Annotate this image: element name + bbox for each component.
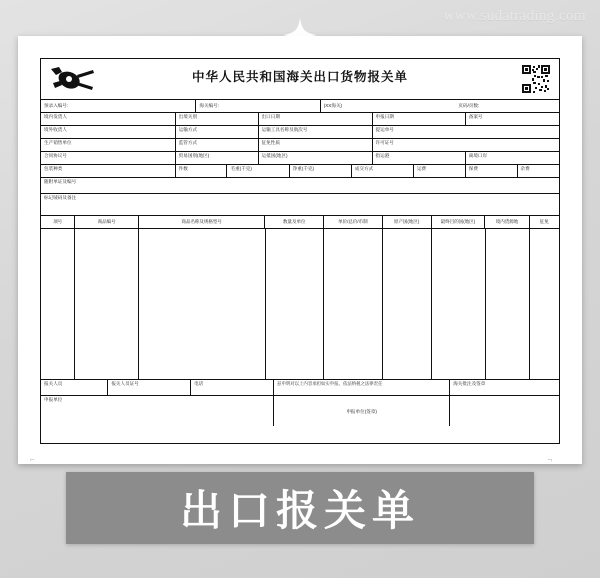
field-exemption-nature[interactable]: 征免性质 (259, 139, 373, 151)
field-contract-no[interactable]: 合同协议号 (41, 152, 176, 164)
col-final-destination: 最终目的国(地区) (432, 216, 486, 228)
col-item-no: 项号 (41, 216, 75, 228)
field-net-weight[interactable]: 净重(千克) (290, 165, 352, 177)
col-quantity-unit: 数量及单位 (265, 216, 324, 228)
field-package-type[interactable]: 包装种类 (41, 165, 176, 177)
goods-col-price[interactable] (324, 229, 383, 379)
attached-docs-row (41, 178, 559, 194)
field-vessel-voyage[interactable]: 运输工具名称及航次号 (259, 126, 373, 138)
marks-remarks-row (41, 194, 559, 216)
field-producer-seller[interactable]: 生产销售单位 (41, 139, 176, 151)
col-origin-country: 原产国(地区) (383, 216, 432, 228)
goods-table-header (41, 216, 559, 229)
goods-col-item-no[interactable] (41, 229, 75, 379)
customs-no-field[interactable]: 海关编号: (196, 100, 320, 112)
qr-code-icon (521, 64, 551, 94)
goods-col-quantity[interactable] (266, 229, 325, 379)
goods-col-name-spec[interactable] (139, 229, 266, 379)
entry-number-strip (41, 100, 559, 113)
field-record-no[interactable]: 备案号 (468, 114, 483, 119)
customs-declaration-form (40, 58, 560, 444)
goods-col-destination[interactable] (432, 229, 486, 379)
field-row-1 (41, 113, 559, 126)
field-gross-weight[interactable]: 毛重(千克) (227, 165, 289, 177)
field-license-no[interactable]: 许可证号 (375, 140, 394, 145)
field-terms-of-delivery[interactable]: 成交方式 (352, 165, 414, 177)
paper-sheet (18, 36, 582, 464)
product-banner (66, 472, 534, 544)
goods-col-exemption[interactable] (530, 229, 559, 379)
field-bill-of-lading-no[interactable]: 提运单号 (375, 127, 394, 132)
field-destination-country[interactable]: 运抵国(地区) (259, 152, 373, 164)
site-watermark: www.sudatrading.com (443, 8, 586, 24)
field-sundry-charges[interactable]: 杂费 (520, 166, 530, 171)
customs-endorsement-area: 海关批注及签章 (453, 381, 486, 386)
field-insurance[interactable]: 保费 (466, 165, 518, 177)
field-supervision-mode[interactable]: 监管方式 (176, 139, 259, 151)
field-declaring-unit[interactable]: 申报单位 (41, 396, 274, 426)
field-exit-customs[interactable]: 出境关别 (176, 113, 259, 125)
declaration-statement: 兹申明对以上内容承担如实申报、依法纳税之法律责任 (274, 380, 450, 395)
field-attached-documents[interactable]: 随附单证及编号 (44, 179, 77, 184)
footer-row-signature (41, 395, 559, 426)
field-trade-country[interactable]: 贸易国别(地区) (176, 152, 259, 164)
field-declarant-phone[interactable]: 电话 (191, 380, 274, 395)
fold-mark-right: ¬ (547, 455, 552, 464)
col-price-currency: 单价/总价/币制 (324, 216, 383, 228)
page-count-label: 页码/页数: (458, 103, 480, 109)
field-port-of-destination[interactable]: 指运港 (373, 152, 466, 164)
packing-row (41, 165, 559, 178)
field-declarant-id[interactable]: 报关人员证号 (108, 380, 191, 395)
goods-table-body[interactable] (41, 229, 559, 379)
form-title: 中华人民共和国海关出口货物报关单 (191, 69, 408, 84)
field-domestic-consignor[interactable]: 境内发货人 (41, 113, 176, 125)
goods-col-hs-code[interactable] (75, 229, 139, 379)
col-goods-name-spec: 商品名称及规格型号 (139, 216, 266, 228)
field-declarant-name[interactable]: 报关人员 (41, 380, 108, 395)
field-row-3 (41, 139, 559, 152)
banner-label: 出口报关单 (179, 486, 420, 535)
declaring-unit-seal[interactable]: 申报单位(签章) (274, 396, 450, 426)
footer-row-declarant (41, 379, 559, 395)
form-header (41, 59, 559, 100)
field-row-2 (41, 126, 559, 139)
field-row-4 (41, 152, 559, 165)
fold-mark-left: ⌐ (30, 455, 35, 464)
customs-endorsement-blank[interactable] (450, 396, 559, 426)
col-hs-code: 商品编号 (75, 216, 138, 228)
field-marks-and-remarks[interactable]: 标记唛码及备注 (44, 195, 77, 200)
col-domestic-source: 境内货源地 (485, 216, 529, 228)
pre-entry-no-field[interactable]: 预录入编号: (41, 100, 196, 112)
field-overseas-consignee[interactable]: 境外收货人 (41, 126, 176, 138)
col-duty-exemption: 征免 (539, 219, 549, 225)
sparkle-ornament (283, 18, 317, 52)
field-exit-port[interactable]: 离境口岸 (468, 153, 488, 158)
field-package-count[interactable]: 件数 (176, 165, 228, 177)
customs-office-label: (XX海关) (323, 103, 343, 109)
field-export-date[interactable]: 出口日期 (259, 113, 373, 125)
field-transport-mode[interactable]: 运输方式 (176, 126, 259, 138)
field-declare-date[interactable]: 申报日期 (373, 113, 466, 125)
goods-col-origin[interactable] (383, 229, 432, 379)
field-freight[interactable]: 运费 (414, 165, 466, 177)
goods-col-source[interactable] (486, 229, 530, 379)
